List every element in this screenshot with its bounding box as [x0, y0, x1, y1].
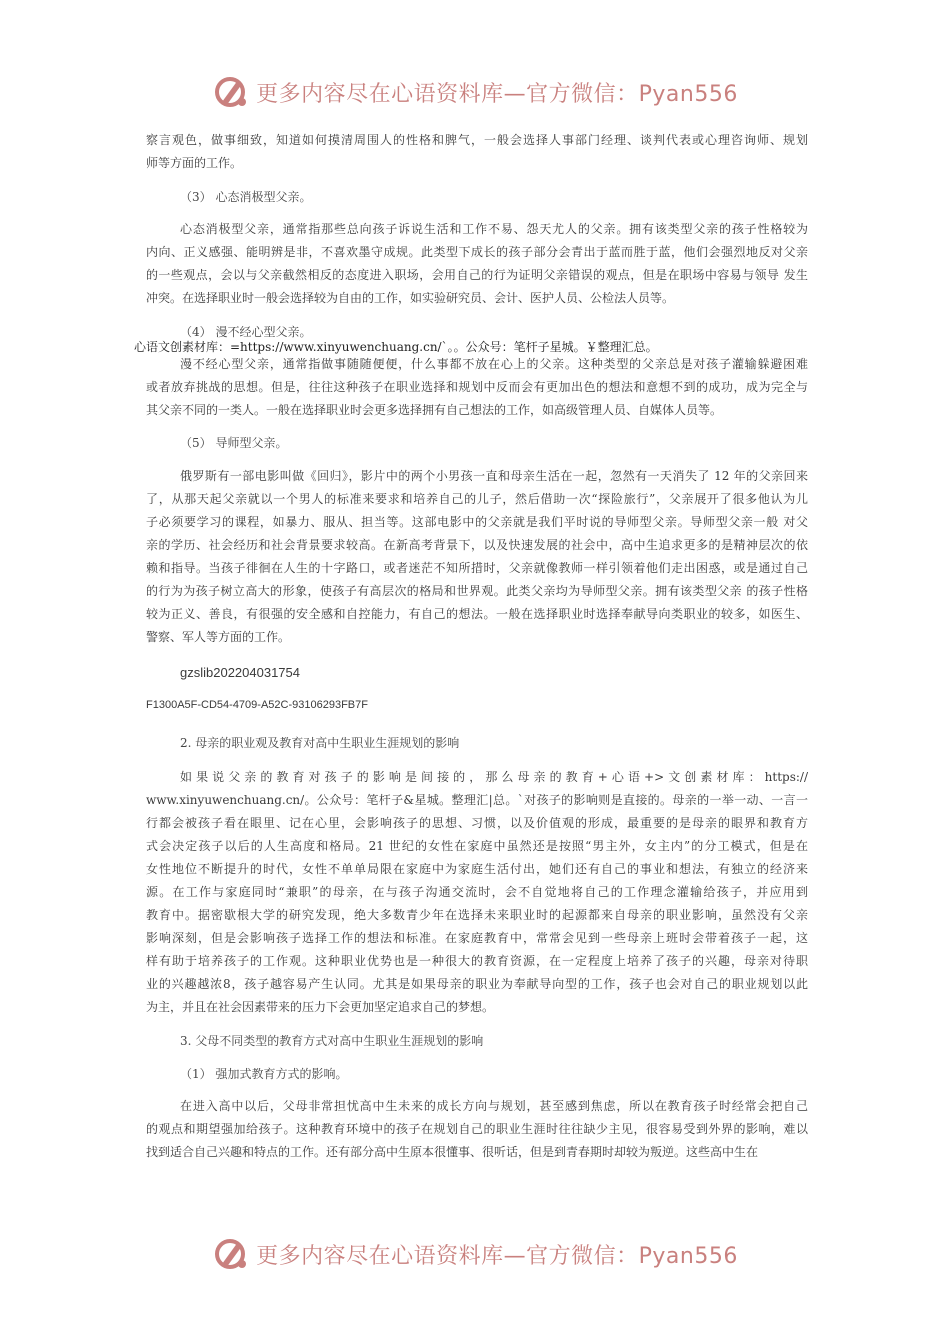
text-line: 为主，并且在社会因素带来的压力下会更加坚定追求自己的梦想。 [146, 1000, 495, 1014]
text-line: 在进入高中以后，父母非常担忧高中生未来的成长方向与规划，甚至感到焦虑，所以在教育孩子时经常会把自己 [180, 1099, 808, 1113]
text-line: 漫不经心型父亲，通常指做事随随便便，什么事都不放在心上的父亲。这种类型的父亲总是对孩子灌输躲避困难 [180, 357, 808, 371]
header-banner [0, 72, 950, 112]
text-line: 或者放弃挑战的思想。但是，往往这种孩子在职业选择和规划中反而会有更加出色的想法和意想不到的成功，成为完全与 [146, 380, 808, 394]
text-line: 其父亲不同的一类人。一般在选择职业时会更多选择拥有自己想法的工作，如高级管理人员、自媒体人员等。 [146, 403, 723, 417]
text-line: 的一些观点，会以与父亲截然相反的态度进入职场，会用自己的行为证明父亲错误的观点，但是在职场中容易与领导 发生 [146, 268, 808, 282]
text-line: 较为正义、善良，有很强的安全感和自控能力，有自己的想法。一般在选择职业时选择奉献导向类职业的较多，如医生、 [146, 607, 808, 621]
text-line: 如果说父亲的教育对孩子的影响是间接的，那么母亲的教育+心语+>文创素材库：https:// [180, 770, 808, 784]
text-line: 冲突。在选择职业时一般会选择较为自由的工作，如实验研究员、会计、医护人员、公检法人员等。 [146, 291, 675, 305]
section-heading: 3. 父母不同类型的教育方式对高中生职业生涯规划的影响 [180, 1034, 484, 1048]
text-line: 找到适合自己兴趣和特点的工作。还有部分高中生原本很懂事、很听话，但是到青春期时却较为叛逆。这些高中生在 [146, 1145, 759, 1159]
text-line: 女性地位不断提升的时代，女性不单单局限在家庭中为家庭生活付出，她们还有自己的事业和想法，有独立的经济来 [146, 862, 808, 876]
text-line: 影响深刻，但是会影响孩子选择工作的想法和标准。在家庭教育中，常常会见到一些母亲上班时会带着孩子一起，这 [146, 931, 808, 945]
text-line: 样有助于培养孩子的工作观。这种职业优势也是一种很大的教育资源，在一定程度上培养了孩子的兴趣，母亲对待职 [146, 954, 808, 968]
text-line: 业的兴趣越浓8，孩子越容易产生认同。尤其是如果母亲的职业为奉献导向型的工作，孩子也会对自己的职业规划以此 [146, 977, 808, 991]
section-heading: （3） 心态消极型父亲。 [180, 190, 312, 204]
banner-text: 更多内容尽在心语资料库—官方微信：Pyan556 [256, 1243, 738, 1269]
text-line: 子必须要学习的课程，如暴力、服从、担当等。这部电影中的父亲就是我们平时说的导师型父亲。导师型父亲一般 对父 [146, 515, 808, 529]
text-line: 式会决定孩子以后的人生高度和格局。21 世纪的女性在家庭中虽然还是按照“男主外，女主内”的分工模式，但是在 [146, 839, 808, 853]
text-line: 俄罗斯有一部电影叫做《回归》，影片中的两个小男孩一直和母亲生活在一起，忽然有一天消失了 12 年的父亲回来 [180, 469, 808, 483]
text-line: 心态消极型父亲，通常指那些总向孩子诉说生活和工作不易、怨天尤人的父亲。拥有该类型父亲的孩子性格较为 [180, 222, 808, 236]
footer-banner [0, 1234, 950, 1274]
text-line: 的观点和期望强加给孩子。这种教育环境中的孩子在规划自己的职业生涯时往往缺少主见，很容易受到外界的影响，难以 [146, 1122, 808, 1136]
text-line: 源。在工作与家庭同时“兼职”的母亲，在与孩子沟通交流时，会不自觉地将自己的工作理念灌输给孩子，并应用到 [146, 885, 808, 899]
text-line: 察言观色，做事细致，知道如何摸清周围人的性格和脾气，一般会选择人事部门经理、谈判代表或心理咨询师、规划 [146, 133, 808, 147]
text-line: 行都会被孩子看在眼里、记在心里，会影响孩子的思想、习惯，以及价值观的形成，最重要的是母亲的眼界和教育方 [146, 816, 808, 830]
doc-uuid: F1300A5F-CD54-4709-A52C-93106293FB7F [146, 699, 368, 711]
brand-logo-icon [212, 1234, 252, 1274]
text-line: 警察、军人等方面的工作。 [146, 630, 291, 644]
section-heading: （5） 导师型父亲。 [180, 436, 288, 450]
doc-code: gzslib202204031754 [180, 665, 300, 680]
text-line: 赖和指导。当孩子徘徊在人生的十字路口，或者迷茫不知所措时，父亲就像教师一样引领着他们走出困惑，或是通过自己 [146, 561, 808, 575]
watermark-line: 心语文创素材库：=https://www.xinyuwenchuang.cn/`。。公众号：笔杆子星城。￥整理汇总。 [134, 340, 658, 354]
brand-logo-icon [212, 72, 252, 112]
section-heading: （1） 强加式教育方式的影响。 [180, 1067, 348, 1081]
text-line: 了，从那天起父亲就以一个男人的标准来要求和培养自己的儿子，然后借助一次“探险旅行”，父亲展开了很多他认为儿 [146, 492, 808, 506]
text-line: 内向、正义感强、能明辨是非，不喜欢墨守成规。此类型下成长的孩子部分会青出于蓝而胜于蓝，他们会强烈地反对父亲 [146, 245, 808, 259]
text-line: 的行为为孩子树立高大的形象，使孩子有高层次的格局和世界观。此类父亲均为导师型父亲。拥有该类型父亲 的孩子性格 [146, 584, 808, 598]
text-line: 教育中。据密歇根大学的研究发现，绝大多数青少年在选择未来职业时的起源都来自母亲的职业影响，虽然没有父亲 [146, 908, 808, 922]
text-line: 师等方面的工作。 [146, 156, 243, 170]
text-line: www.xinyuwenchuang.cn/。公众号：笔杆子&星城。整理汇|总。`对孩子的影响则是直接的。母亲的一举一动、一言一 [146, 793, 808, 807]
text-line: 亲的学历、社会经历和社会背景要求较高。在新高考背景下，以及快速发展的社会中，高中生追求更多的是精神层次的依 [146, 538, 808, 552]
section-heading: （4） 漫不经心型父亲。 [180, 325, 312, 339]
banner-text: 更多内容尽在心语资料库—官方微信：Pyan556 [256, 81, 738, 107]
section-heading: 2. 母亲的职业观及教育对高中生职业生涯规划的影响 [180, 736, 460, 750]
